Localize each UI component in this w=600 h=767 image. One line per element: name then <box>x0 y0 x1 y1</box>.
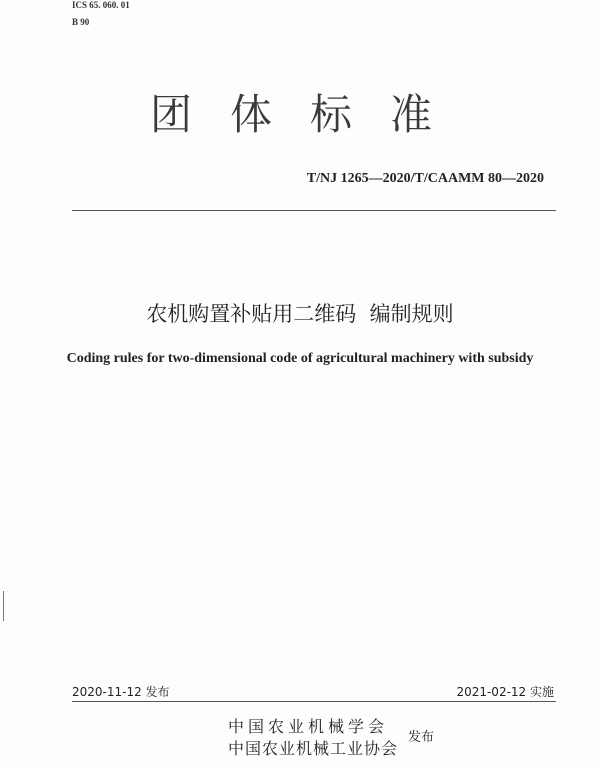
top-divider <box>72 210 556 211</box>
issue-date: 2020-11-12 发布 <box>72 685 170 699</box>
publisher-name: 中国农业机械工业协会 <box>228 739 399 758</box>
document-type-title: 团体标准 <box>150 90 471 139</box>
chinese-title: 农机购置补贴用二维码 编制规则 <box>146 302 454 326</box>
ccs-code: B 90 <box>72 17 90 27</box>
implementation-date: 2021-02-12 实施 <box>456 685 554 699</box>
scan-margin-mark <box>3 591 4 621</box>
release-label: 发布 <box>408 730 435 745</box>
publisher-name: 中国农业机械学会 <box>228 717 389 736</box>
ics-code: ICS 65. 060. 01 <box>72 0 130 10</box>
bottom-divider <box>72 701 556 702</box>
standard-number: T/NJ 1265—2020/T/CAAMM 80—2020 <box>306 171 544 186</box>
english-title: Coding rules for two-dimensional code of agricultural machinery with subsidy <box>66 351 534 366</box>
